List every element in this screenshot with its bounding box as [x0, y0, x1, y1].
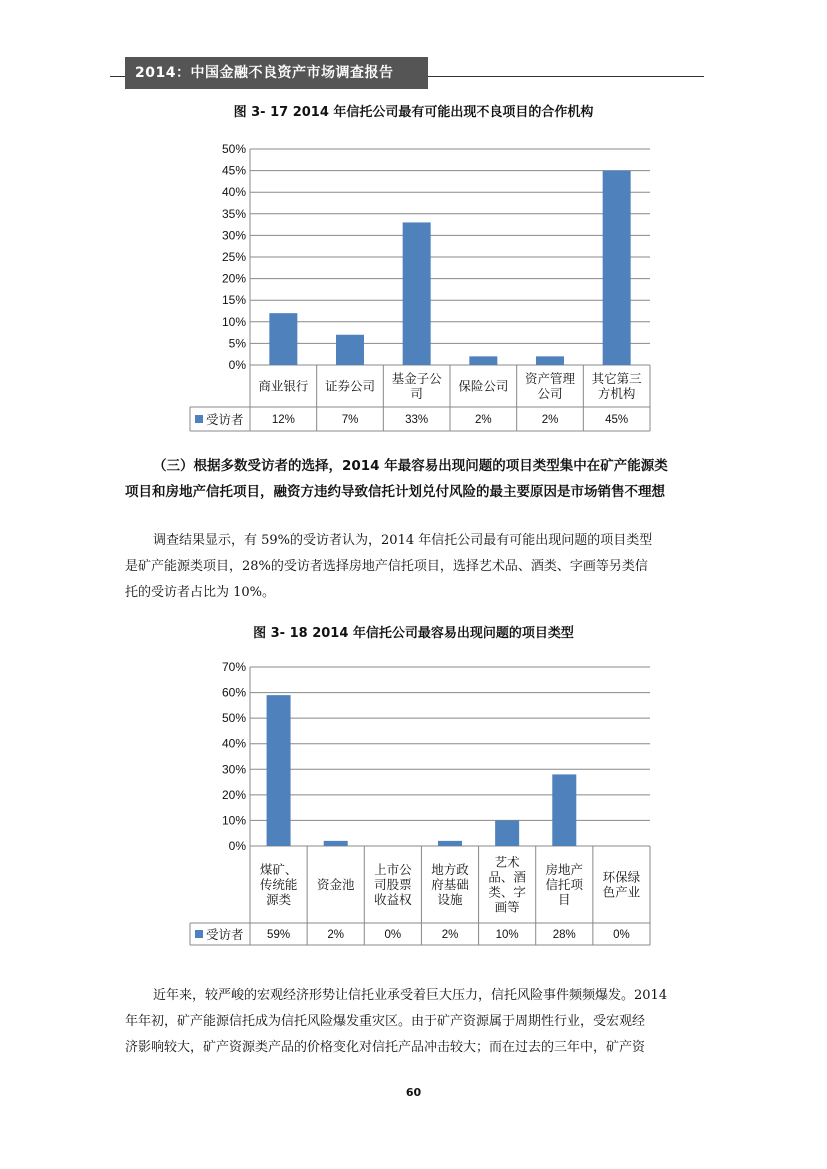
value-label: 0% — [613, 929, 630, 941]
category-label: 设施 — [437, 892, 463, 907]
y-tick-label: 40% — [221, 185, 246, 200]
y-tick-label: 30% — [221, 762, 246, 777]
figure1-caption: 图 3- 17 2014 年信托公司最有可能出现不良项目的合作机构 — [233, 105, 594, 120]
category-label: 商业银行 — [258, 378, 309, 394]
value-label: 12% — [271, 414, 295, 426]
category-label: 画等 — [494, 899, 520, 915]
category-label: 类、字 — [488, 884, 526, 900]
category-label: 资金池 — [316, 877, 355, 892]
y-tick-label: 20% — [221, 787, 246, 802]
bar — [269, 313, 297, 365]
category-label: 煤矿、 — [259, 862, 298, 877]
chart-project-types — [185, 658, 665, 953]
legend-label: 受访者 — [206, 412, 244, 427]
category-label: 房地产 — [545, 862, 584, 877]
value-label: 28% — [552, 929, 576, 941]
value-label: 2% — [327, 929, 345, 941]
paragraph2-line2: 年年初，矿产能源信托成为信托风险爆发重灾区。由于矿产资源属于周期性行业，受宏观经 — [125, 1014, 646, 1029]
y-tick-label: 50% — [221, 142, 246, 156]
legend-swatch — [195, 930, 203, 938]
paragraph-survey-result — [125, 528, 703, 606]
paragraph-macro-economy — [125, 983, 703, 1061]
legend-label: 受访者 — [206, 927, 244, 942]
bar — [603, 171, 631, 365]
header-rule-left — [110, 76, 125, 77]
bar — [495, 820, 519, 846]
paragraph1-line2: 是矿产能源类项目，28%的受访者选择房地产信托项目，选择艺术品、酒类、字画等另类信 — [125, 559, 648, 574]
bar — [324, 841, 348, 846]
category-label: 源类 — [266, 892, 292, 907]
y-tick-label: 45% — [221, 163, 246, 178]
legend-swatch — [195, 415, 203, 423]
chart1-svg — [185, 140, 665, 435]
bar — [336, 335, 364, 365]
category-label: 地方政 — [431, 862, 469, 877]
y-tick-label: 35% — [221, 206, 246, 221]
page-number: 60 — [405, 1086, 422, 1099]
value-label: 10% — [495, 929, 519, 941]
y-tick-label: 20% — [221, 271, 246, 286]
bar — [403, 222, 431, 365]
paragraph1-line3: 托的受访者占比为 10%。 — [125, 585, 276, 600]
value-label: 2% — [475, 414, 492, 426]
chart-partner-institutions — [185, 140, 665, 435]
y-tick-label: 60% — [221, 685, 246, 700]
category-label: 司股票 — [374, 877, 412, 892]
y-tick-label: 5% — [228, 336, 246, 351]
bar — [536, 356, 564, 365]
category-label: 色产业 — [602, 884, 641, 900]
y-tick-label: 10% — [221, 314, 246, 329]
chart2-svg — [185, 658, 665, 953]
category-label: 公司 — [537, 386, 563, 401]
category-label: 基金子公 — [391, 371, 442, 386]
category-label: 保险公司 — [458, 378, 509, 394]
category-label: 品、酒 — [488, 869, 526, 885]
value-label: 0% — [384, 929, 402, 941]
category-label: 环保绿 — [602, 869, 641, 885]
value-label: 33% — [405, 414, 429, 426]
bar — [438, 841, 462, 846]
y-tick-label: 40% — [221, 736, 246, 751]
paragraph1-line1: 调查结果显示，有 59%的受访者认为，2014 年信托公司最有可能出现问题的项目类型 — [153, 533, 653, 548]
category-label: 府基础 — [431, 877, 469, 892]
y-tick-label: 30% — [221, 228, 246, 243]
y-tick-label: 70% — [221, 660, 246, 674]
section-heading-line2: 项目和房地产信托项目，融资方违约导致信托计划兑付风险的最主要原因是市场销售不理想 — [125, 484, 665, 500]
category-label: 司 — [410, 386, 423, 401]
category-label: 上市公 — [374, 862, 412, 877]
paragraph2-line3: 济影响较大，矿产资源类产品的价格变化对信托产品冲击较大；而在过去的三年中，矿产资 — [125, 1040, 646, 1055]
value-label: 7% — [341, 414, 359, 426]
paragraph2-line1: 近年来，较严峻的宏观经济形势让信托业承受着巨大压力，信托风险事件频频爆发。2014 — [153, 988, 668, 1003]
value-label: 45% — [605, 414, 629, 426]
figure2-caption: 图 3- 18 2014 年信托公司最容易出现问题的项目类型 — [253, 626, 574, 641]
category-label: 其它第三 — [591, 371, 642, 386]
bar — [469, 356, 497, 365]
header-rule-right — [428, 76, 704, 77]
y-tick-label: 0% — [228, 839, 246, 853]
category-label: 收益权 — [374, 892, 412, 907]
value-label: 2% — [541, 414, 559, 426]
report-header: 2014：中国金融不良资产市场调查报告 — [125, 57, 428, 89]
category-label: 传统能 — [259, 877, 298, 892]
bar — [267, 695, 291, 846]
category-label: 目 — [558, 892, 571, 907]
y-tick-label: 50% — [221, 711, 246, 726]
y-tick-label: 10% — [221, 813, 246, 828]
category-label: 资产管理 — [524, 371, 576, 386]
y-tick-label: 25% — [221, 250, 246, 264]
bar — [552, 774, 576, 846]
category-label: 艺术 — [494, 854, 520, 870]
section-heading-line1: （三）根据多数受访者的选择，2014 年最容易出现问题的项目类型集中在矿产能源类 — [153, 458, 668, 474]
value-label: 59% — [267, 929, 291, 941]
y-tick-label: 0% — [228, 358, 246, 372]
category-label: 方机构 — [597, 386, 636, 401]
y-tick-label: 15% — [221, 293, 246, 308]
category-label: 信托项 — [545, 877, 584, 892]
category-label: 证券公司 — [324, 378, 376, 394]
value-label: 2% — [441, 929, 459, 941]
section-heading — [125, 453, 703, 505]
